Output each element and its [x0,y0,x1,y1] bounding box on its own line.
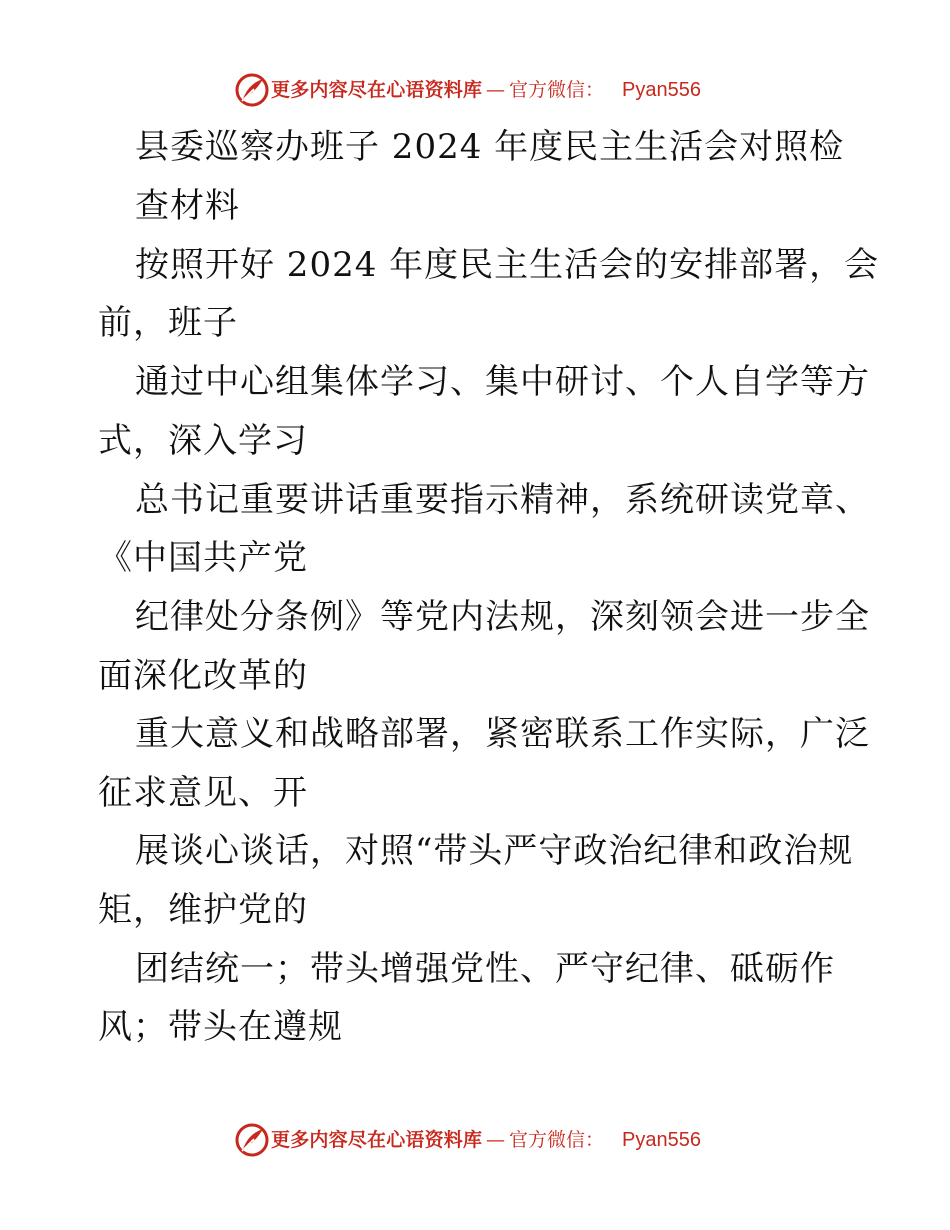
banner-dash: — [486,1129,505,1151]
document-title-line: 查材料 [135,186,240,226]
paragraph-line: 面深化改革的 [98,656,308,696]
banner-text: 更多内容尽在心语资料库 [271,79,483,101]
banner-wechat-label: 官方微信： [509,1129,605,1151]
footer-banner [0,1120,950,1160]
banner-wechat-id: Pyan556 [622,1129,701,1151]
paragraph-line: 通过中心组集体学习、集中研讨、个人自学等方 [135,362,870,402]
paragraph-line: 纪律处分条例》等党内法规，深刻领会进一步全 [135,597,870,637]
feather-circle-logo-icon [234,72,270,108]
paragraph-line: 风；带头在遵规 [98,1007,343,1047]
document-title-line: 县委巡察办班子 2024 年度民主生活会对照检 [135,127,845,167]
banner-wechat-id: Pyan556 [622,79,701,101]
paragraph-line: 式，深入学习 [98,421,308,461]
header-banner [0,70,950,110]
paragraph-line: 团结统一；带头增强党性、严守纪律、砥砺作 [135,949,835,989]
paragraph-line: 矩，维护党的 [98,890,308,930]
paragraph-line: 前，班子 [98,303,238,343]
paragraph-line: 《中国共产党 [98,538,308,578]
paragraph-line: 征求意见、开 [98,773,308,813]
paragraph-line: 总书记重要讲话重要指示精神，系统研读党章、 [135,480,870,520]
paragraph-line: 重大意义和战略部署，紧密联系工作实际，广泛 [135,714,870,754]
banner-text: 更多内容尽在心语资料库 [271,1129,483,1151]
paragraph-line: 按照开好 2024 年度民主生活会的安排部署，会 [135,245,880,285]
banner-wechat-label: 官方微信： [509,79,605,101]
paragraph-line: 展谈心谈话，对照“带头严守政治纪律和政治规 [135,831,854,871]
feather-circle-logo-icon [234,1122,270,1158]
banner-dash: — [486,79,505,101]
